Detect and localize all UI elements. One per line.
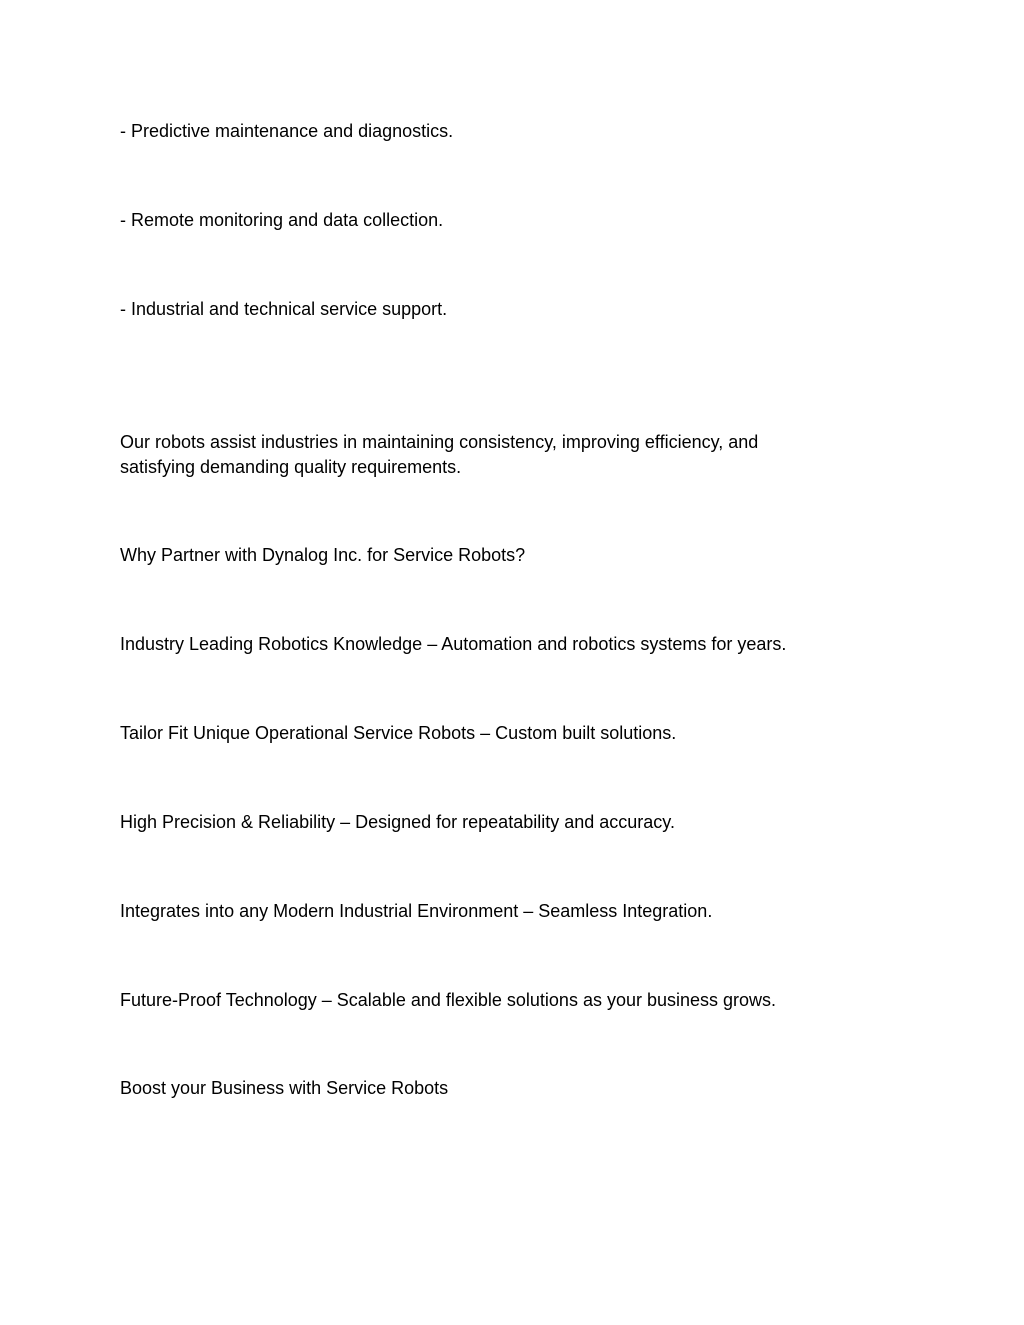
bullet-remote-monitoring: - Remote monitoring and data collection. xyxy=(120,210,444,230)
intro-paragraph: Our robots assist industries in maintaining consistency, improving efficiency, and satisfying demanding quality requirements. xyxy=(120,432,759,477)
reason-future-proof: Future-Proof Technology – Scalable and flexible solutions as your business grows. xyxy=(120,990,777,1010)
bullet-predictive-maintenance: - Predictive maintenance and diagnostics. xyxy=(120,121,454,141)
closing-heading: Boost your Business with Service Robots xyxy=(120,1078,449,1098)
reason-integration: Integrates into any Modern Industrial Environment – Seamless Integration. xyxy=(120,901,713,921)
why-partner-heading: Why Partner with Dynalog Inc. for Service Robots? xyxy=(120,545,526,565)
bullet-service-support: - Industrial and technical service support. xyxy=(120,299,448,319)
reason-tailor-fit: Tailor Fit Unique Operational Service Robots – Custom built solutions. xyxy=(120,723,677,743)
reason-precision-reliability: High Precision & Reliability – Designed for repeatability and accuracy. xyxy=(120,812,675,832)
reason-robotics-knowledge: Industry Leading Robotics Knowledge – Automation and robotics systems for years. xyxy=(120,634,787,654)
